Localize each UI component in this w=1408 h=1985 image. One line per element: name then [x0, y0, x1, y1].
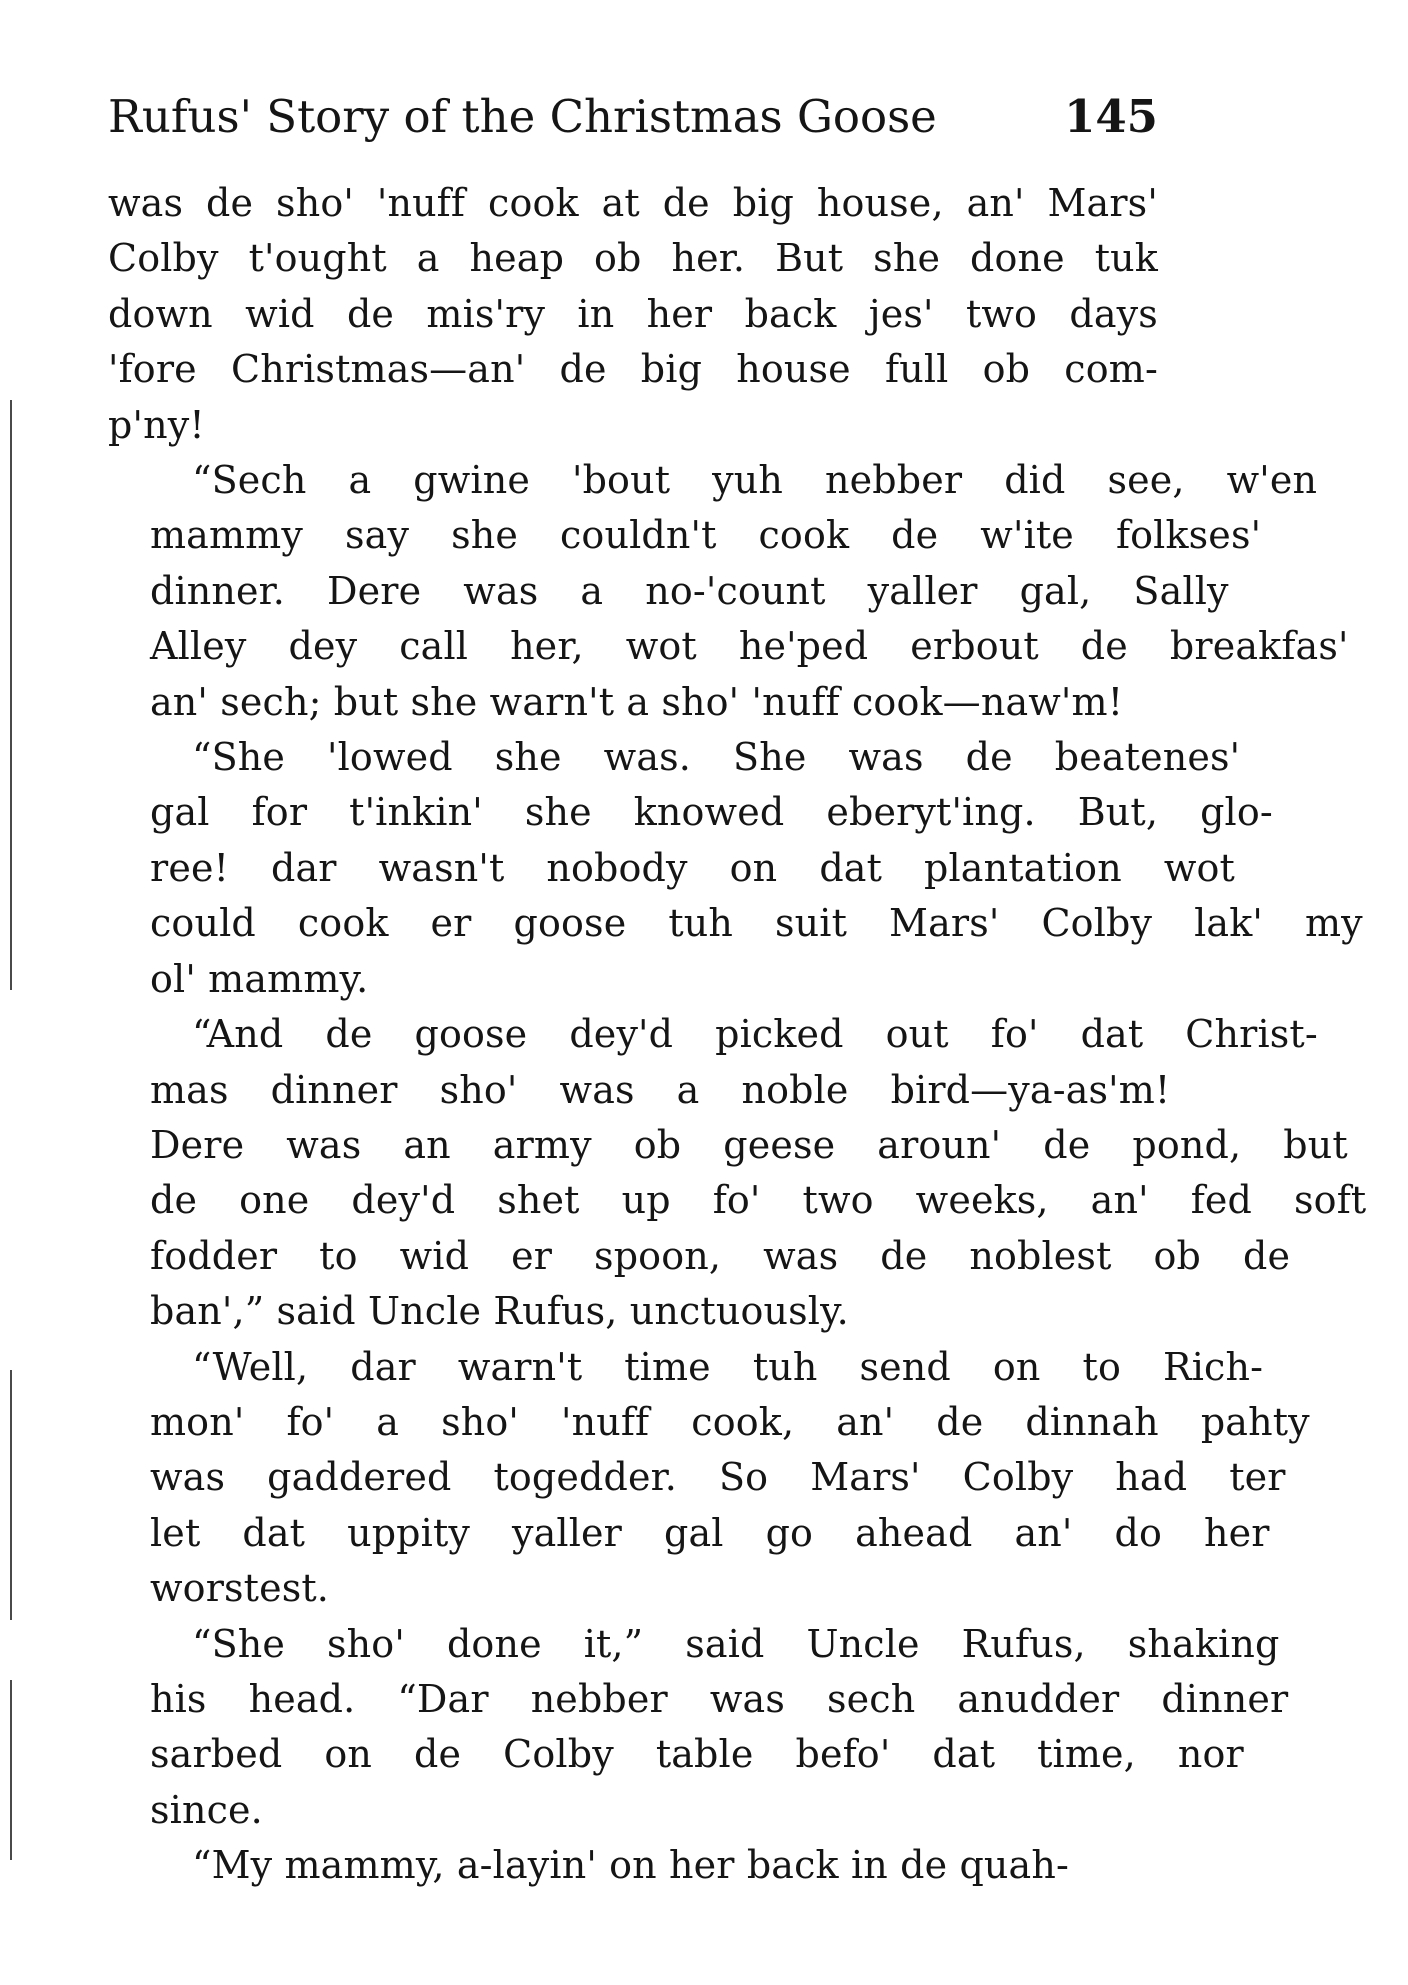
text-line: could cook er goose tuh suit Mars' Colby lak' my — [150, 901, 1363, 946]
paragraph — [108, 1340, 1310, 1617]
text-line: worstest. — [150, 1566, 330, 1611]
text-line: “She 'lowed she was. She was de beatenes' — [192, 735, 1241, 780]
page-number: 145 — [1064, 90, 1158, 143]
text-line: mon' fo' a sho' 'nuff cook, an' de dinnah pahty — [150, 1399, 1310, 1444]
paragraph — [108, 730, 1363, 1007]
text-line: Dere was an army ob geese aroun' de pond, but — [150, 1122, 1348, 1167]
body-text — [108, 176, 1367, 1894]
paragraph — [108, 176, 1158, 453]
text-line: sarbed on de Colby table befo' dat time, nor — [150, 1732, 1244, 1777]
running-header — [108, 82, 1158, 152]
text-line: ree! dar wasn't nobody on dat plantation wot — [150, 845, 1235, 890]
text-line: his head. “Dar nebber was sech anudder dinner — [150, 1676, 1289, 1721]
text-line: ol' mammy. — [150, 956, 369, 1001]
text-line: was gaddered togedder. So Mars' Colby had ter — [150, 1455, 1286, 1500]
running-title: Rufus' Story of the Christmas Goose — [108, 90, 937, 143]
text-line: “My mammy, a-layin' on her back in de quah- — [192, 1843, 1069, 1888]
text-line: mammy say she couldn't cook de w'ite folkses' — [150, 513, 1262, 558]
text-line: dinner. Dere was a no-'count yaller gal, Sally — [150, 568, 1229, 613]
paragraph — [108, 1617, 1289, 1839]
text-line: let dat uppity yaller gal go ahead an' do her — [150, 1510, 1270, 1555]
paragraph — [108, 453, 1349, 730]
text-line: ban',” said Uncle Rufus, unctuously. — [150, 1289, 849, 1334]
text-line: an' sech; but she warn't a sho' 'nuff cook—naw'm! — [150, 679, 1124, 724]
text-line: was de sho' 'nuff cook at de big house, an' Mars' — [108, 181, 1158, 225]
scan-edge-mark — [10, 1680, 12, 1860]
text-line: down wid de mis'ry in her back jes' two days — [108, 291, 1158, 336]
text-line: “And de goose dey'd picked out fo' dat Christ- — [192, 1012, 1318, 1057]
text-line: de one dey'd shet up fo' two weeks, an' fed soft — [150, 1178, 1367, 1223]
text-line: gal for t'inkin' she knowed eberyt'ing. But, glo- — [150, 790, 1273, 835]
paragraph — [108, 1007, 1367, 1339]
text-line: “Well, dar warn't time tuh send on to Rich- — [192, 1344, 1264, 1389]
paragraph — [108, 1838, 1158, 1893]
text-line: 'fore Christmas—an' de big house full ob com- — [108, 347, 1158, 392]
text-line: mas dinner sho' was a noble bird—ya-as'm! — [150, 1067, 1171, 1112]
text-line: Colby t'ought a heap ob her. But she done tuk — [108, 236, 1158, 281]
text-line: “Sech a gwine 'bout yuh nebber did see, w'en — [192, 458, 1318, 503]
scan-edge-mark — [10, 1370, 12, 1620]
text-line: p'ny! — [108, 402, 205, 447]
scan-edge-mark — [10, 400, 12, 990]
text-line: “She sho' done it,” said Uncle Rufus, shaking — [192, 1621, 1280, 1666]
text-line: Alley dey call her, wot he'ped erbout de breakfas' — [150, 624, 1349, 669]
text-line: since. — [150, 1787, 263, 1832]
text-line: fodder to wid er spoon, was de noblest ob de — [150, 1233, 1291, 1278]
